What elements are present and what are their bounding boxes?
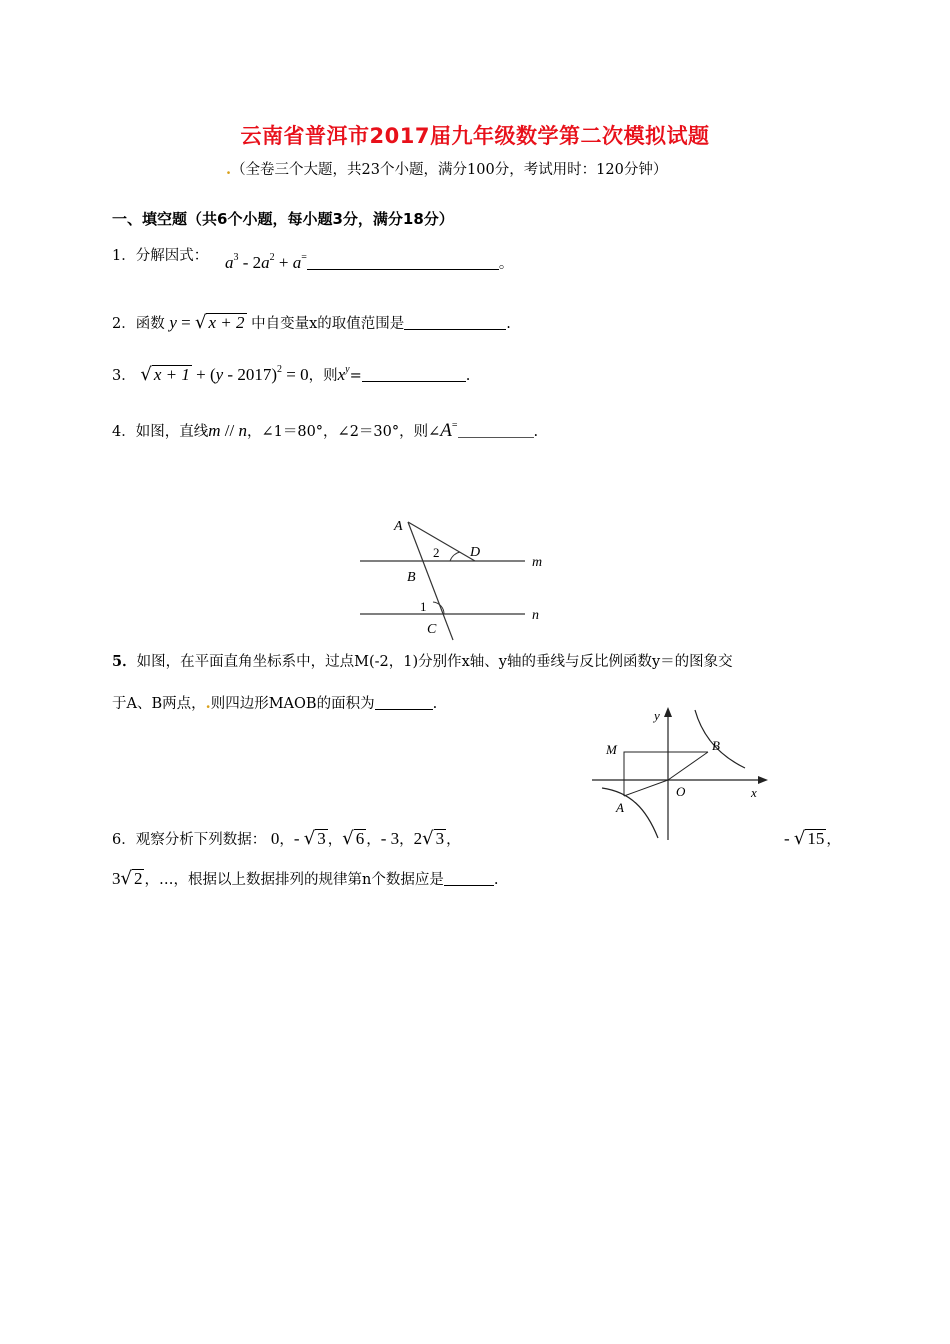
coordinate-figure <box>590 700 780 845</box>
question-text: ，则 <box>308 368 338 384</box>
question-5 <box>112 650 733 671</box>
label-c: C <box>427 622 437 637</box>
label-b: B <box>407 570 416 585</box>
question-text: 如图，直线 <box>135 424 209 440</box>
hyperbola-branch-2 <box>602 788 658 838</box>
hyperbola-branch-1 <box>695 710 745 768</box>
marker-dot: . <box>226 161 232 178</box>
radicand: x + 2 <box>208 313 245 332</box>
answer-blank[interactable] <box>375 695 433 710</box>
sequence-term: 0 <box>270 829 280 848</box>
parallel-lines-figure <box>350 508 560 648</box>
rect-m <box>624 752 668 780</box>
coefficient: 3 <box>112 869 121 888</box>
question-2 <box>112 312 511 333</box>
label-angle-1: 1 <box>420 599 427 614</box>
sqrt-sign: √ <box>194 312 207 333</box>
math-var: a <box>261 253 270 272</box>
math-op: + <box>274 253 293 272</box>
question-text: 于A、B两点， <box>112 696 206 712</box>
answer-blank[interactable] <box>444 871 494 886</box>
end-punct: 。 <box>498 256 514 272</box>
answer-blank[interactable] <box>362 367 466 382</box>
segment-ob <box>668 752 708 780</box>
question-3 <box>112 364 470 385</box>
question-number: 6． <box>112 832 136 848</box>
question-1-expression <box>225 252 513 273</box>
separator: ， <box>327 832 343 848</box>
math-var: a <box>292 253 302 272</box>
question-text: 中自变量x的取值范围是 <box>251 316 405 332</box>
label-a: A <box>394 519 403 534</box>
question-5-line2 <box>112 692 437 713</box>
segment-ao <box>624 780 668 796</box>
radicand: 6 <box>355 829 365 848</box>
answer-blank[interactable] <box>404 315 506 330</box>
question-text: 根据以上数据排列的规律第n个数据应是 <box>187 872 444 888</box>
label-a-point: A <box>616 800 624 815</box>
question-text: 如图，在平面直角坐标系中，过点M(-2，1)分别作x轴、y轴的垂线与反比例函数y＝的图象交 <box>136 654 733 670</box>
radicand: 3 <box>317 829 326 848</box>
end-punct: . <box>432 696 438 712</box>
question-6-term <box>784 828 841 849</box>
math-var: y <box>215 365 224 384</box>
end-punct: . <box>533 424 539 440</box>
label-b-point: B <box>712 738 720 753</box>
question-6-line2 <box>112 868 498 889</box>
equals-sign: = <box>451 420 458 431</box>
math-var: a <box>225 253 234 272</box>
separator: ， <box>366 832 381 848</box>
separator: ， <box>399 832 414 848</box>
question-text: ，∠1＝80°，∠2＝30°，则∠ <box>246 424 441 440</box>
label-n: n <box>532 608 539 623</box>
question-text: 则四边形MAOB的面积为 <box>210 696 375 712</box>
label-m-point: M <box>606 742 617 757</box>
sqrt-sign: √ <box>303 828 316 849</box>
equals-sign: = <box>349 368 362 384</box>
sequence-term: - 3 <box>380 829 400 848</box>
answer-blank[interactable] <box>458 423 534 438</box>
question-number: 4． <box>112 424 136 440</box>
marker-dot: . <box>205 695 211 712</box>
radicand: 3 <box>435 829 445 848</box>
y-axis-arrow <box>664 707 672 717</box>
math-op: = <box>176 313 195 332</box>
segment-ad <box>408 522 475 561</box>
label-angle-2: 2 <box>433 545 440 560</box>
math-op: // <box>220 421 239 440</box>
end-punct: . <box>493 872 499 888</box>
exponent: 3 <box>233 252 239 263</box>
sqrt-sign: √ <box>342 828 354 849</box>
exam-info <box>226 158 667 179</box>
separator: ， <box>826 832 841 848</box>
separator: ， <box>279 832 294 848</box>
answer-blank[interactable] <box>307 255 499 270</box>
end-punct: . <box>465 368 471 384</box>
question-1 <box>112 244 208 265</box>
question-number: 2． <box>112 316 136 332</box>
math-op: - <box>784 829 794 848</box>
page-title: 云南省普洱市2017届九年级数学第二次模拟试题 <box>240 124 710 148</box>
math-op: - <box>293 829 304 848</box>
exponent: y <box>345 364 350 375</box>
label-y: y <box>654 708 660 723</box>
math-var: y <box>169 313 177 332</box>
end-punct: . <box>506 316 511 332</box>
math-op: - 2017) <box>223 365 277 384</box>
sqrt-sign: √ <box>140 364 152 385</box>
exam-info-text: （全卷三个大题，共23个小题，满分100分，考试用时：120分钟） <box>231 162 668 178</box>
ellipsis: ，…， <box>144 872 188 888</box>
radicand: 2 <box>133 869 143 888</box>
question-number: 5． <box>112 653 137 670</box>
math-var: x <box>337 365 346 384</box>
separator: ， <box>446 832 461 848</box>
radicand: x + 1 <box>153 365 190 384</box>
exponent: 2 <box>276 364 282 375</box>
math-op: + ( <box>191 365 216 384</box>
section-heading: 一、填空题（共6个小题，每小题3分，满分18分） <box>112 210 454 228</box>
exponent: 2 <box>269 252 275 263</box>
math-var: n <box>238 421 247 440</box>
math-var: m <box>208 421 221 440</box>
angle-2-arc <box>450 552 460 561</box>
equals-sign: = <box>301 252 307 263</box>
question-text: 观察分析下列数据： <box>135 832 267 848</box>
question-number: 1． <box>112 248 136 264</box>
sqrt-sign: √ <box>120 868 132 889</box>
question-4 <box>112 420 538 442</box>
coefficient: 2 <box>413 829 423 848</box>
question-text: 函数 <box>135 316 165 332</box>
label-x: x <box>751 785 757 800</box>
label-m: m <box>532 555 543 570</box>
math-op: = 0 <box>281 365 309 384</box>
question-6 <box>112 828 461 849</box>
sqrt-sign: √ <box>422 828 434 849</box>
radicand: 15 <box>807 829 825 848</box>
x-axis-arrow <box>758 776 768 784</box>
math-op: - 2 <box>238 253 262 272</box>
question-number: 3． <box>112 368 136 384</box>
sqrt-sign: √ <box>793 828 806 849</box>
math-var: A <box>440 420 452 441</box>
label-o: O <box>676 784 686 799</box>
question-text: 分解因式： <box>135 248 209 264</box>
label-d: D <box>470 545 481 560</box>
